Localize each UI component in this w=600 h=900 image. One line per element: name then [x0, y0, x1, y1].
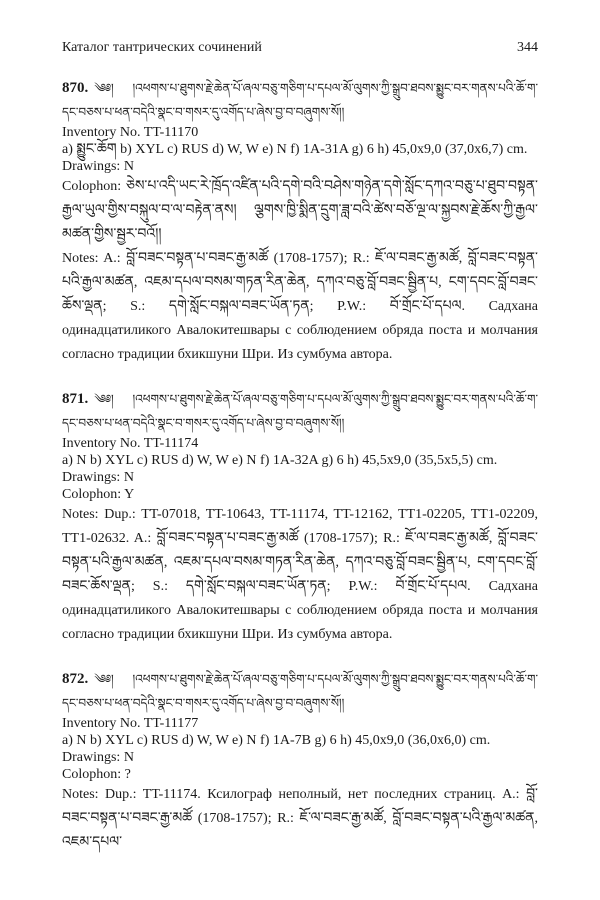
inventory-number: Inventory No. TT-11170: [62, 125, 199, 140]
colophon-field: Colophon: Y: [62, 487, 135, 502]
entry-title: [62, 667, 538, 715]
notes-field: Notes: Dup.: TT-11174. Ксилограф неполный, нет последних страниц. A.: བློ་བཟང་བསྟན་པ་བཟང་རྒྱ་མཚོ (1708-1757); R.: ཇོ་ལ་བཟང་རྒྱ་མཚོ, བློ་བཟང་བསྟན་པའི་རྒྱལ་མཚན, འཇམ་དཔལ་: [62, 787, 538, 850]
page-number: 344: [517, 40, 538, 55]
inventory-number: Inventory No. TT-11177: [62, 716, 199, 731]
catalog-entry: [62, 667, 538, 855]
entry-number: 870.: [62, 80, 89, 96]
drawings-field: Drawings: N: [62, 470, 134, 485]
entry-details: a) N b) XYL c) RUS d) W, W e) N f) 1A-32A g) 6 h) 45,5x9,0 (35,5x5,5) cm.: [62, 453, 498, 468]
entry-title: [62, 387, 538, 435]
drawings-field: Drawings: N: [62, 159, 134, 174]
entry-title: [62, 76, 538, 124]
entry-details: a) N b) XYL c) RUS d) W, W e) N f) 1A-7B g) 6 h) 45,0x9,0 (36,0x6,0) cm.: [62, 733, 491, 748]
colophon-field: Colophon: ཅེས་པ་འདི་ཡང་རེ་ཁྲོད་འཛིན་པའི་དགེ་བའི་བཤེས་གཉེན་དགེ་སློང་དཀའ་བཅུ་པ་ཐུབ་བསྟན་རྒྱལ་ཡུལ་གྱིས་བསྐུལ་བ་ལ་བརྟེན་ནས། ལྕགས་ཁྱི་སྨིན་དྲུག་ཟླ་བའི་ཚེས་བཅོ་ལྔ་ལ་སྐྱབས་རྗེ་ཆོས་ཀྱི་རྒྱལ་མཚན་གྱིས་སྦྱར་བའོ།།: [62, 179, 538, 242]
tibetan-title: ༄༅། །འཕགས་པ་ཐུགས་རྗེ་ཆེན་པོ་ཞལ་བཅུ་གཅིག་པ་དཔལ་མོ་ལུགས་ཀྱི་སྒྲུབ་ཐབས་སྨྱུང་བར་གནས་པའི་ཆོ་ག་དང་བཅས་པ་ཕན་བདེའི་སྣང་བ་གསར་དུ་འགོད་པ་ཞེས་བྱ་བ་བཞུགས་སོ།།: [62, 672, 538, 710]
colophon-field: Colophon: ?: [62, 767, 131, 782]
catalog-entry: [62, 76, 538, 367]
tibetan-title: ༄༅། །འཕགས་པ་ཐུགས་རྗེ་ཆེན་པོ་ཞལ་བཅུ་གཅིག་པ་དཔལ་མོ་ལུགས་ཀྱི་སྒྲུབ་ཐབས་སྨྱུང་བར་གནས་པའི་ཆོ་ག་དང་བཅས་པ་ཕན་བདེའི་སྣང་བ་གསར་དུ་འགོད་པ་ཞེས་བྱ་བ་བཞུགས་སོ།།: [62, 392, 538, 430]
tibetan-title: ༄༅། །འཕགས་པ་ཐུགས་རྗེ་ཆེན་པོ་ཞལ་བཅུ་གཅིག་པ་དཔལ་མོ་ལུགས་ཀྱི་སྒྲུབ་ཐབས་སྨྱུང་བར་གནས་པའི་ཆོ་ག་དང་བཅས་པ་ཕན་བདེའི་སྣང་བ་གསར་དུ་འགོད་པ་ཞེས་བྱ་བ་བཞུགས་སོ།།: [62, 81, 538, 119]
drawings-field: Drawings: N: [62, 750, 134, 765]
inventory-number: Inventory No. TT-11174: [62, 436, 199, 451]
entry-number: 871.: [62, 391, 89, 407]
notes-field: Notes: A.: བློ་བཟང་བསྟན་པ་བཟང་རྒྱ་མཚོ (1708-1757); R.: ཇོ་ལ་བཟང་རྒྱ་མཚོ, བློ་བཟང་བསྟན་པའི་རྒྱལ་མཚན, འཇམ་དཔལ་བསམ་གཏན་རིན་ཆེན, དཀའ་བཅུ་བློ་བཟང་སྦྱིན་པ, ངག་དབང་བློ་བཟང་ཆོས་ལྡན; S.: དགེ་སློང་བསྐལ་བཟང་ཡོན་ཏན; P.W.: བོ་གྲོང་པོ་དཔལ. Садхана одинадцатиликого Авалокитешвары с соблюдением обряда поста и молчания согласно традиции бхикшуни Шри. Из сумбума автора.: [62, 251, 538, 362]
notes-field: Notes: Dup.: TT-07018, TT-10643, TT-11174, TT-12162, TT1-02205, TT1-02209, TT1-02632. A.: བློ་བཟང་བསྟན་པ་བཟང་རྒྱ་མཚོ (1708-1757); R.: ཇོ་ལ་བཟང་རྒྱ་མཚོ, བློ་བཟང་བསྟན་པའི་རྒྱལ་མཚན, འཇམ་དཔལ་བསམ་གཏན་རིན་ཆེན, དཀའ་བཅུ་བློ་བཟང་སྦྱིན་པ, ངག་དབང་བློ་བཟང་ཆོས་ལྡན; S.: དགེ་སློང་བསྐལ་བཟང་ཡོན་ཏན; P.W.: བོ་གྲོང་པོ་དཔལ. Садхана одинадцатиликого Авалокитешвары с соблюдением обряда поста и молчания согласно традиции бхикшуни Шри. Из сумбума автора.: [62, 507, 538, 642]
running-title: Каталог тантрических сочинений: [62, 40, 262, 55]
page-header: [62, 40, 538, 56]
catalog-entry: [62, 387, 538, 647]
entry-number: 872.: [62, 671, 89, 687]
entry-details: a) སྨྱུང་ཆོག b) XYL c) RUS d) W, W e) N f) 1A-31A g) 6 h) 45,0x9,0 (37,0x6,7) cm.: [62, 142, 528, 157]
